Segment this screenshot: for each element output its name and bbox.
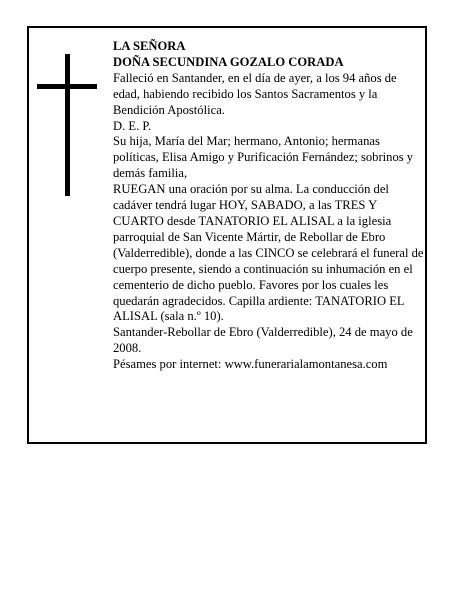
funeral-details: RUEGAN una oración por su alma. La conducción del cadáver tendrá lugar HOY, SABADO, a las TRES Y CUARTO desde TANATORIO EL ALISAL a la iglesia parroquial de San Vicente Mártir, de Rebollar de Ebro (Valderredible), donde a las CINCO se celebrará el funeral de cuerpo presente, siendo a continuación su inhumación en el cementerio de dicho pueblo. Favores por los cuales les quedarán agradecidos. Capilla ardiente: TANATORIO EL ALISAL (sala n.º 10). [113, 182, 424, 324]
rip-abbreviation: D. E. P. [113, 118, 152, 133]
deceased-name: DOÑA SECUNDINA GOZALO CORADA [113, 54, 344, 69]
cross-vertical-bar [65, 54, 70, 196]
obituary-text [113, 39, 425, 373]
condolences-website: Pésames por internet: www.funerarialamontanesa.com [113, 357, 388, 372]
family-list: Su hija, María del Mar; hermano, Antonio; hermanas políticas, Elisa Amigo y Purificación Fernández; sobrinos y demás familia, [113, 134, 414, 181]
latin-cross-icon [37, 54, 97, 196]
death-announcement: Falleció en Santander, en el día de ayer, a los 94 años de edad, habiendo recibido los Santos Sacramentos y la Bendición Apostólica. [113, 70, 397, 117]
place-and-date: Santander-Rebollar de Ebro (Valderredible), 24 de mayo de 2008. [113, 325, 413, 356]
notice-heading-title: LA SEÑORA [113, 39, 186, 53]
cross-horizontal-bar [37, 84, 97, 89]
